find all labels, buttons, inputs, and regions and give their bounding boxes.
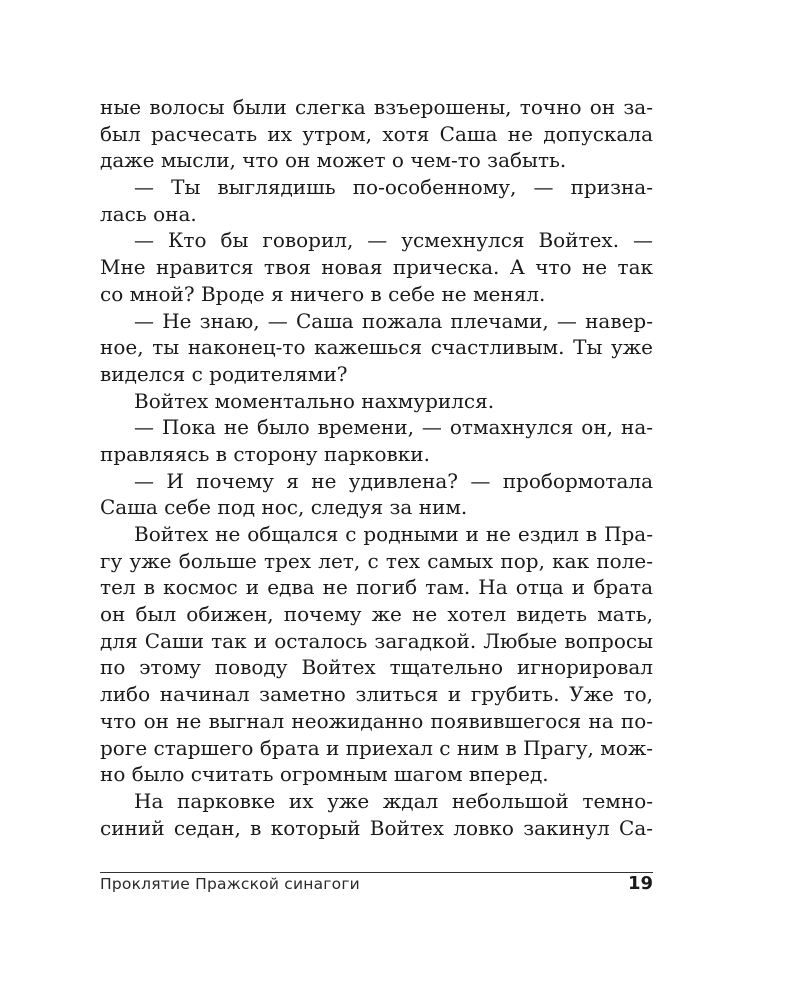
page-footer: [100, 872, 653, 894]
text-line: Саша себе под нос, следуя за ним.: [100, 495, 468, 520]
body-text: [100, 94, 653, 841]
text-line: со мной? Вроде я ничего в себе не менял.: [100, 281, 546, 306]
text-line: Войтех моментально нахмурился.: [134, 388, 495, 413]
text-line: — Ты выглядишь по-особенному, — призна-: [134, 175, 653, 200]
text-line: — Не знаю, — Саша пожала плечами, — навер-: [134, 308, 653, 333]
text-line: ные волосы были слегка взъерошены, точно он за-: [100, 95, 653, 119]
text-line: по этому поводу Войтех тщательно игнорировал: [100, 655, 653, 680]
text-line: гу уже больше трех лет, с тех самых пор, как поле-: [100, 548, 653, 573]
text-line: Войтех не общался с родными и не ездил в Пра-: [134, 522, 653, 546]
text-line: но было считать огромным шагом вперед.: [100, 762, 549, 787]
text-line: — Кто бы говорил, — усмехнулся Войтех. —: [134, 228, 653, 253]
text-line: даже мысли, что он может о чем-то забыть.: [100, 148, 567, 173]
text-line: — Пока не было времени, — отмахнулся он, на-: [134, 415, 653, 440]
text-line: лась она.: [100, 201, 197, 226]
text-line: На парковке их уже ждал небольшой темно-: [134, 788, 653, 813]
text-line: был расчесать их утром, хотя Саша не допускала: [100, 121, 653, 146]
running-title: Проклятие Пражской синагоги: [100, 875, 360, 893]
text-line: синий седан, в который Войтех ловко закинул Са-: [100, 815, 653, 840]
text-line: роге старшего брата и приехал с ним в Прагу, мож-: [100, 735, 653, 760]
page-number: 19: [627, 873, 653, 894]
text-line: он был обижен, почему же не хотел видеть мать,: [100, 602, 653, 627]
text-line: виделся с родителями?: [100, 361, 348, 386]
text-line: Мне нравится твоя новая прическа. А что не так: [100, 255, 653, 280]
text-line: для Саши так и осталось загадкой. Любые вопросы: [100, 628, 653, 653]
text-line: — И почему я не удивлена? — пробормотала: [134, 468, 653, 493]
text-line: правляясь в сторону парковки.: [100, 441, 430, 466]
text-line: тел в космос и едва не погиб там. На отца и брата: [100, 575, 653, 600]
text-line: ное, ты наконец-то кажешься счастливым. Ты уже: [100, 335, 653, 360]
text-line: что он не выгнал неожиданно появившегося на по-: [100, 708, 653, 733]
text-line: либо начинал заметно злиться и грубить. Уже то,: [100, 682, 653, 707]
